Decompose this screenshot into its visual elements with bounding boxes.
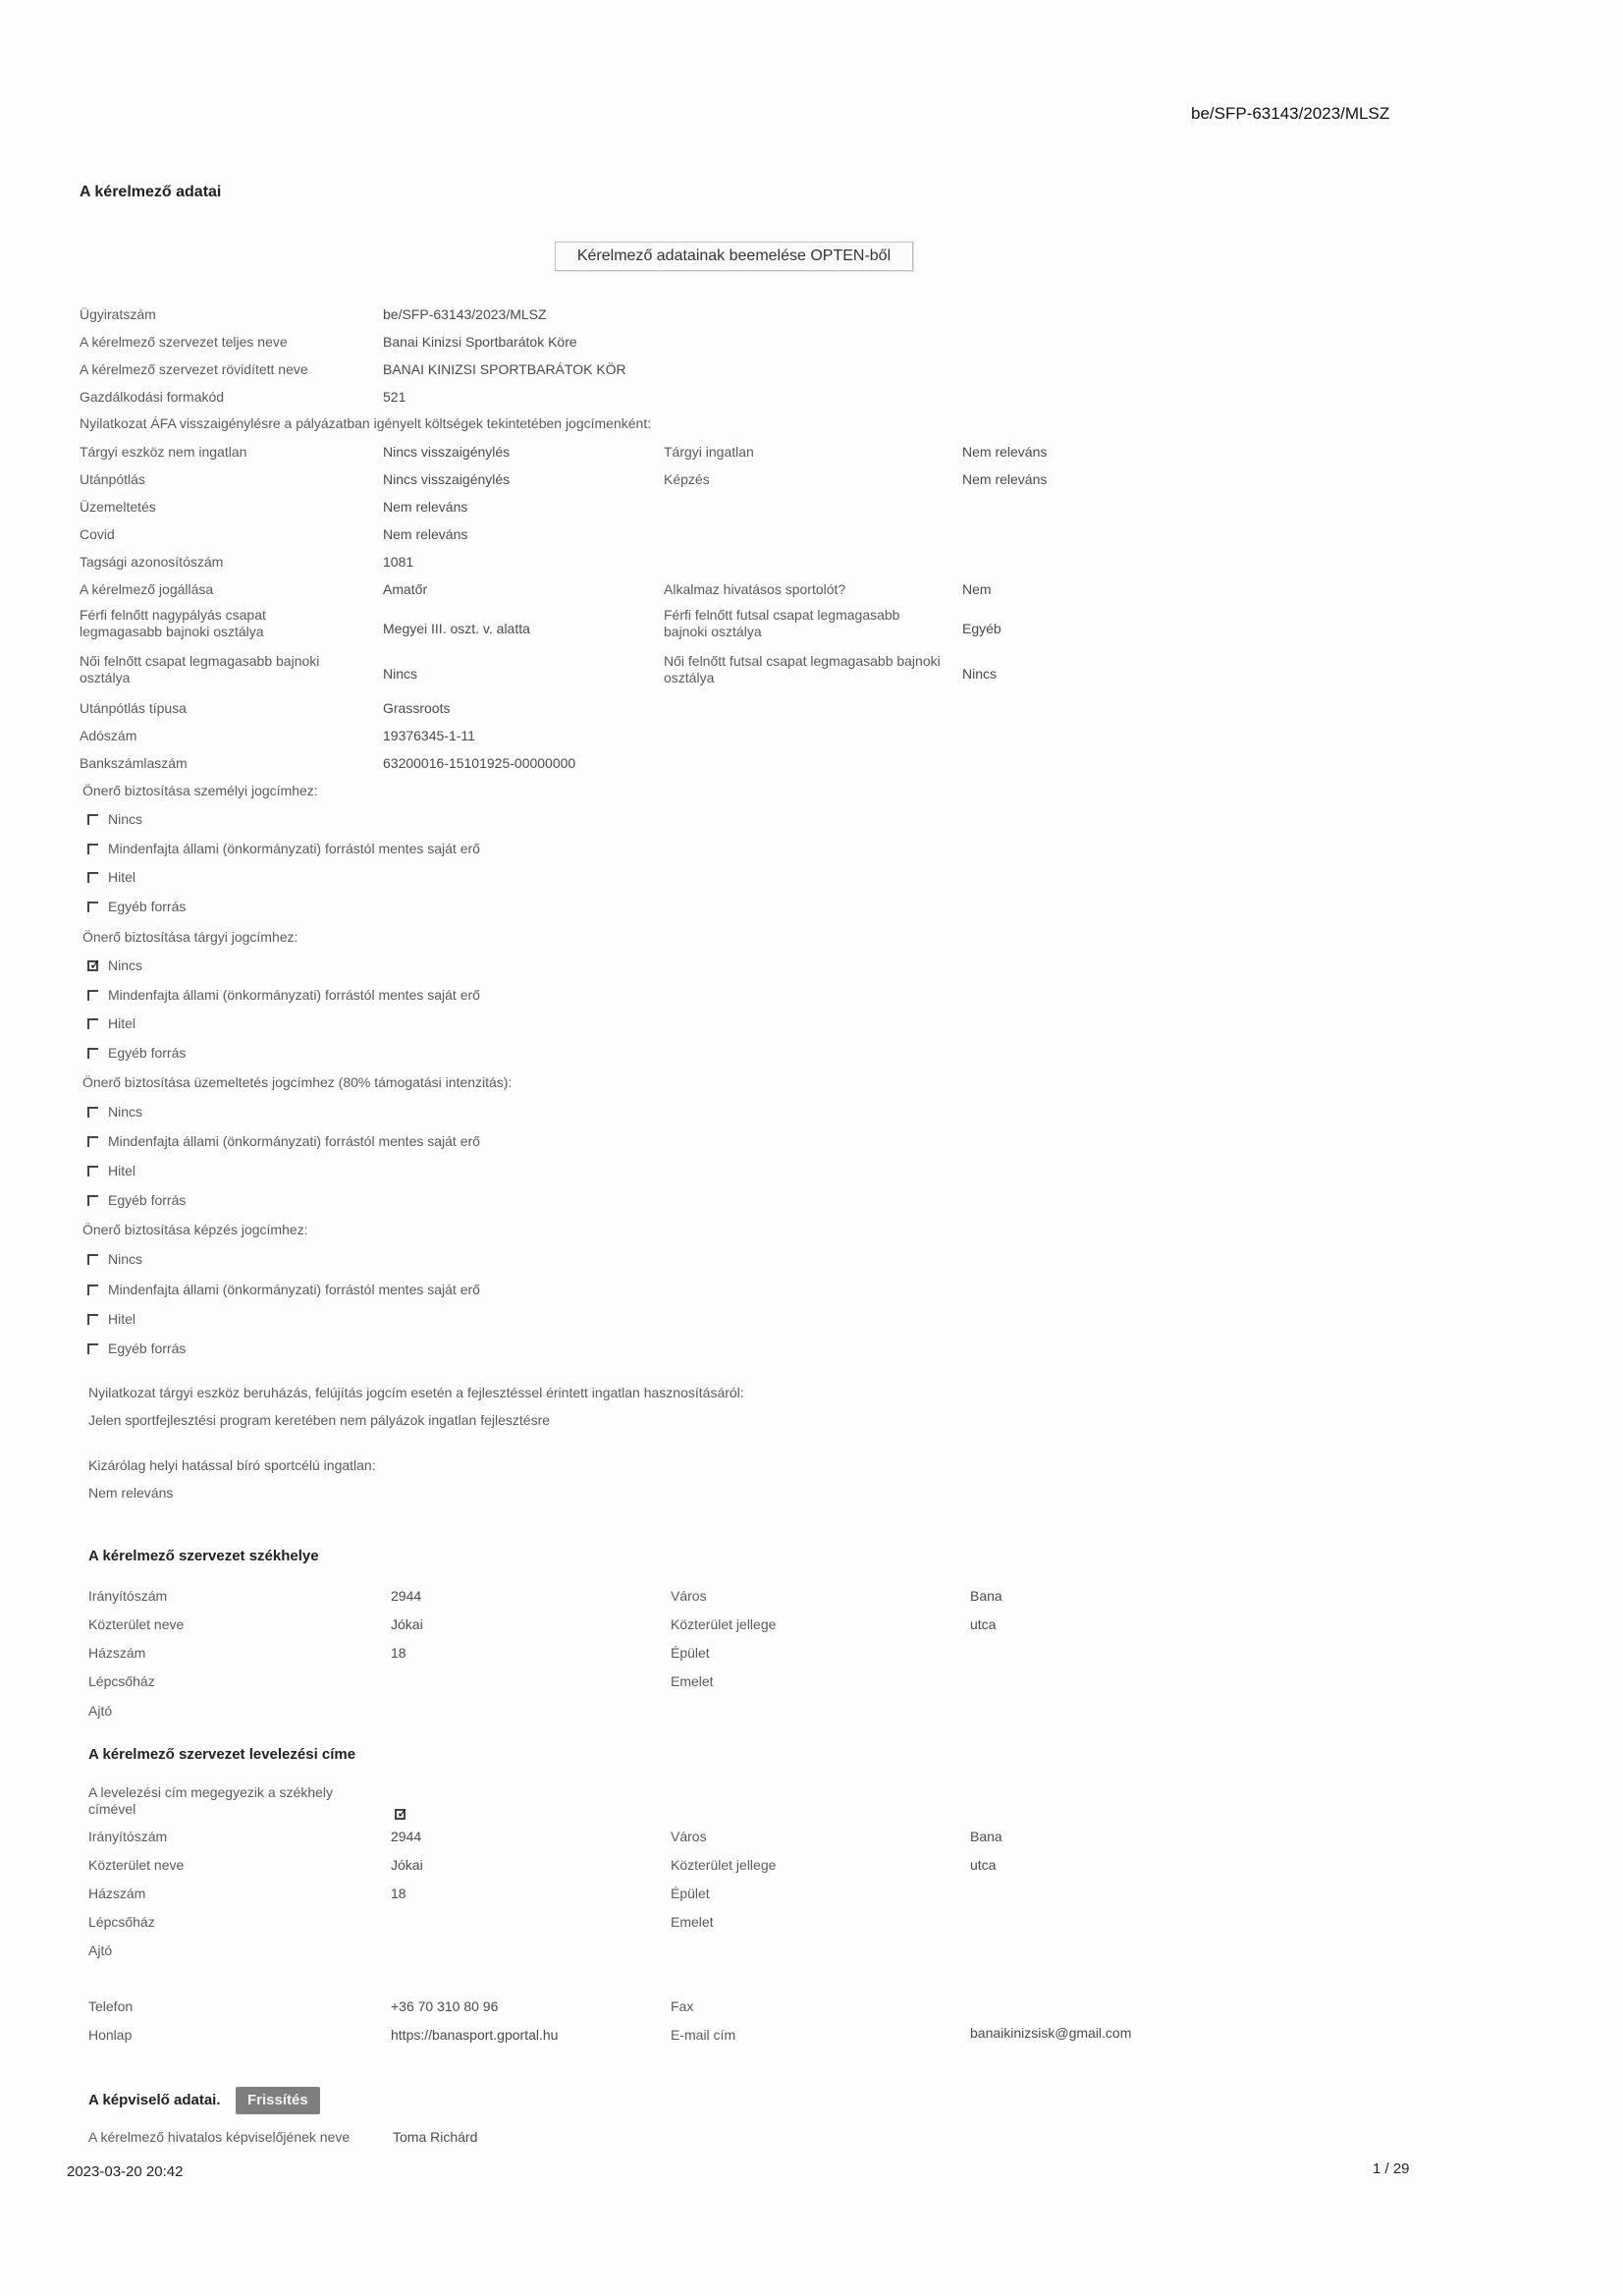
checkbox[interactable] xyxy=(87,844,98,854)
checkbox-checked[interactable] xyxy=(87,957,101,972)
szekhely-kozterulet-value: Jókai xyxy=(391,1616,423,1632)
helyi-hatas-title: Kizárólag helyi hatással bíró sportcélú ingatlan: xyxy=(88,1457,376,1473)
checkbox-label: Hitel xyxy=(108,1311,136,1327)
checkbox[interactable] xyxy=(87,872,98,883)
nyilatkozat-title: Nyilatkozat tárgyi eszköz beruházás, felújítás jogcím esetén a fejlesztéssel érintett ingatlan hasznosításáról: xyxy=(88,1385,744,1400)
szekhely-irsz-value: 2944 xyxy=(391,1588,422,1604)
refresh-button[interactable]: Frissítés xyxy=(236,2087,320,2114)
nyilatkozat-value: Jelen sportfejlesztési program keretében nem pályázok ingatlan fejlesztésre xyxy=(88,1412,551,1428)
honlap-value[interactable]: https://banasport.gportal.hu xyxy=(391,2027,559,2043)
szekhely-lepcsohaz-label: Lépcsőház xyxy=(88,1673,155,1689)
value-kepzes: Nem releváns xyxy=(962,471,1048,487)
levelezesi-varos-label: Város xyxy=(671,1829,707,1844)
label-covid: Covid xyxy=(80,526,115,542)
levelezesi-jelleg-value: utca xyxy=(970,1857,997,1873)
email-label: E-mail cím xyxy=(671,2027,736,2043)
levelezesi-emelet-label: Emelet xyxy=(671,1914,714,1930)
checkbox[interactable] xyxy=(87,1254,98,1265)
label-ugyiratszam: Ügyiratszám xyxy=(80,306,156,322)
label-ferfi-nagypalyas: Férfi felnőtt nagypályás csapat legmagasabb bajnoki osztálya xyxy=(80,607,266,639)
szekhely-hazszam-label: Házszám xyxy=(88,1645,146,1661)
checkbox[interactable] xyxy=(87,1314,98,1325)
value-targyi-ingatlan: Nem releváns xyxy=(962,444,1048,460)
levelezesi-egyezik-checkbox[interactable] xyxy=(395,1805,408,1821)
kepviselo-nev-value: Toma Richárd xyxy=(393,2129,478,2145)
levelezesi-ajto-label: Ajtó xyxy=(88,1942,113,1958)
footer-page-number: 1 / 29 xyxy=(1373,2160,1410,2177)
checkbox-label: Nincs xyxy=(108,1251,143,1267)
label-utanpotlas-tipus: Utánpótlás típusa xyxy=(80,700,187,716)
checkbox-label: Egyéb forrás xyxy=(108,899,187,914)
checkbox-label: Nincs xyxy=(108,957,143,973)
fax-label: Fax xyxy=(671,1998,694,2014)
label-utanpotlas: Utánpótlás xyxy=(80,471,145,487)
levelezesi-jelleg-label: Közterület jellege xyxy=(671,1857,777,1873)
checkbox[interactable] xyxy=(87,990,98,1001)
checkbox-label: Nincs xyxy=(108,811,143,827)
oneros-title-kepzes: Önerő biztosítása képzés jogcímhez: xyxy=(82,1222,308,1237)
label-ferfi-futsal: Férfi felnőtt futsal csapat legmagasabb bajnoki osztálya xyxy=(664,607,900,639)
value-targyi-eszkoz: Nincs visszaigénylés xyxy=(383,444,511,460)
oneros-title-szemelyi: Önerő biztosítása személyi jogcímhez: xyxy=(82,783,318,798)
email-value[interactable]: banaikinizsisk@gmail.com xyxy=(970,2025,1132,2041)
label-bankszamla: Bankszámlaszám xyxy=(80,755,188,771)
label-targyi-eszkoz: Tárgyi eszköz nem ingatlan xyxy=(80,444,247,460)
value-ferfi-futsal: Egyéb xyxy=(962,621,1001,636)
value-ferfi-nagypalyas: Megyei III. oszt. v. alatta xyxy=(383,621,530,636)
label-adoszam: Adószám xyxy=(80,728,137,743)
oneros-title-targyi: Önerő biztosítása tárgyi jogcímhez: xyxy=(82,929,298,945)
checkbox[interactable] xyxy=(87,1166,98,1176)
check-icon: ✓ xyxy=(397,1805,408,1821)
levelezesi-hazszam-value: 18 xyxy=(391,1886,406,1901)
label-targyi-ingatlan: Tárgyi ingatlan xyxy=(664,444,754,460)
levelezesi-varos-value: Bana xyxy=(970,1829,1002,1844)
checkbox[interactable] xyxy=(87,1195,98,1206)
value-covid: Nem releváns xyxy=(383,526,468,542)
levelezesi-kozterulet-label: Közterület neve xyxy=(88,1857,185,1873)
checkbox-label: Mindenfajta állami (önkormányzati) forrástól mentes saját erő xyxy=(108,841,480,856)
szekhely-kozterulet-label: Közterület neve xyxy=(88,1616,185,1632)
levelezesi-irsz-label: Irányítószám xyxy=(88,1829,168,1844)
kepviselo-nev-label: A kérelmező hivatalos képviselőjének neve xyxy=(88,2129,351,2145)
value-tagsagi: 1081 xyxy=(383,554,414,570)
checkbox-label: Mindenfajta állami (önkormányzati) forrástól mentes saját erő xyxy=(108,1133,480,1149)
value-bankszamla: 63200016-15101925-00000000 xyxy=(383,755,576,771)
szekhely-title: A kérelmező szervezet székhelye xyxy=(88,1548,319,1564)
checkbox-label: Mindenfajta állami (önkormányzati) forrástól mentes saját erő xyxy=(108,1282,480,1297)
label-jogallas: A kérelmező jogállása xyxy=(80,581,214,597)
checkbox-label: Egyéb forrás xyxy=(108,1340,187,1356)
checkbox-label: Hitel xyxy=(108,1015,136,1031)
label-full-name: A kérelmező szervezet teljes neve xyxy=(80,334,288,350)
kepviselo-title: A képviselő adatai. xyxy=(88,2092,221,2108)
value-noi-futsal: Nincs xyxy=(962,666,998,682)
value-utanpotlas: Nincs visszaigénylés xyxy=(383,471,511,487)
szekhely-jelleg-label: Közterület jellege xyxy=(671,1616,777,1632)
levelezesi-irsz-value: 2944 xyxy=(391,1829,422,1844)
szekhely-ajto-label: Ajtó xyxy=(88,1703,113,1719)
label-uzemeltetes: Üzemeltetés xyxy=(80,499,156,515)
levelezesi-epulet-label: Épület xyxy=(671,1886,710,1901)
honlap-label: Honlap xyxy=(88,2027,133,2043)
value-jogallas: Amatőr xyxy=(383,581,428,597)
telefon-label: Telefon xyxy=(88,1998,134,2014)
checkbox[interactable] xyxy=(87,1136,98,1147)
checkbox-label: Egyéb forrás xyxy=(108,1192,187,1208)
checkbox-label: Nincs xyxy=(108,1104,143,1120)
helyi-hatas-value: Nem releváns xyxy=(88,1485,174,1501)
levelezesi-title: A kérelmező szervezet levelezési címe xyxy=(88,1746,356,1763)
szekhely-varos-value: Bana xyxy=(970,1588,1002,1604)
levelezesi-egyezik-label: A levelezési cím megegyezik a székhely címével xyxy=(88,1784,333,1817)
checkbox[interactable] xyxy=(87,1285,98,1295)
label-gazd-formakod: Gazdálkodási formakód xyxy=(80,389,225,405)
szekhely-emelet-label: Emelet xyxy=(671,1673,714,1689)
checkbox[interactable] xyxy=(87,1018,98,1029)
checkbox-label: Egyéb forrás xyxy=(108,1045,187,1061)
label-short-name: A kérelmező szervezet rövidített neve xyxy=(80,361,308,377)
reference-number-top: be/SFP-63143/2023/MLSZ xyxy=(1191,104,1390,123)
value-uzemeltetes: Nem releváns xyxy=(383,499,468,515)
afa-declaration-title: Nyilatkozat ÁFA visszaigénylésre a pályázatban igényelt költségek tekintetében jogcímenként: xyxy=(80,415,652,431)
szekhely-hazszam-value: 18 xyxy=(391,1645,406,1661)
checkbox[interactable] xyxy=(87,1343,98,1354)
value-utanpotlas-tipus: Grassroots xyxy=(383,700,451,716)
checkbox[interactable] xyxy=(87,1048,98,1059)
footer-date: 2023-03-20 20:42 xyxy=(67,2163,184,2180)
label-hivatasos: Alkalmaz hivatásos sportolót? xyxy=(664,581,846,597)
value-full-name: Banai Kinizsi Sportbarátok Köre xyxy=(383,334,577,350)
levelezesi-lepcsohaz-label: Lépcsőház xyxy=(88,1914,155,1930)
opten-import-button[interactable]: Kérelmező adatainak beemelése OPTEN-ből xyxy=(555,242,913,271)
label-kepzes: Képzés xyxy=(664,471,710,487)
section-title-applicant: A kérelmező adatai xyxy=(80,184,222,200)
levelezesi-hazszam-label: Házszám xyxy=(88,1886,146,1901)
label-noi: Női felnőtt csapat legmagasabb bajnoki osztálya xyxy=(80,653,320,685)
telefon-value: +36 70 310 80 96 xyxy=(391,1998,499,2014)
szekhely-irsz-label: Irányítószám xyxy=(88,1588,168,1604)
value-noi: Nincs xyxy=(383,666,418,682)
value-short-name: BANAI KINIZSI SPORTBARÁTOK KÖR xyxy=(383,361,626,377)
checkbox[interactable] xyxy=(87,814,98,825)
levelezesi-kozterulet-value: Jókai xyxy=(391,1857,423,1873)
value-gazd-formakod: 521 xyxy=(383,389,406,405)
checkbox-label: Hitel xyxy=(108,1163,136,1178)
checkbox-label: Mindenfajta állami (önkormányzati) forrástól mentes saját erő xyxy=(108,987,480,1003)
value-hivatasos: Nem xyxy=(962,581,992,597)
label-tagsagi: Tagsági azonosítószám xyxy=(80,554,224,570)
szekhely-varos-label: Város xyxy=(671,1588,707,1604)
value-adoszam: 19376345-1-11 xyxy=(383,728,475,743)
checkbox[interactable] xyxy=(87,1107,98,1118)
check-icon: ✓ xyxy=(89,957,101,972)
szekhely-epulet-label: Épület xyxy=(671,1645,710,1661)
checkbox-label: Hitel xyxy=(108,869,136,885)
checkbox[interactable] xyxy=(87,902,98,912)
label-noi-futsal: Női felnőtt futsal csapat legmagasabb bajnoki osztálya xyxy=(664,653,941,685)
szekhely-jelleg-value: utca xyxy=(970,1616,997,1632)
value-ugyiratszam: be/SFP-63143/2023/MLSZ xyxy=(383,306,547,322)
oneros-title-uzemeltetes: Önerő biztosítása üzemeltetés jogcímhez (80% támogatási intenzitás): xyxy=(82,1074,513,1090)
